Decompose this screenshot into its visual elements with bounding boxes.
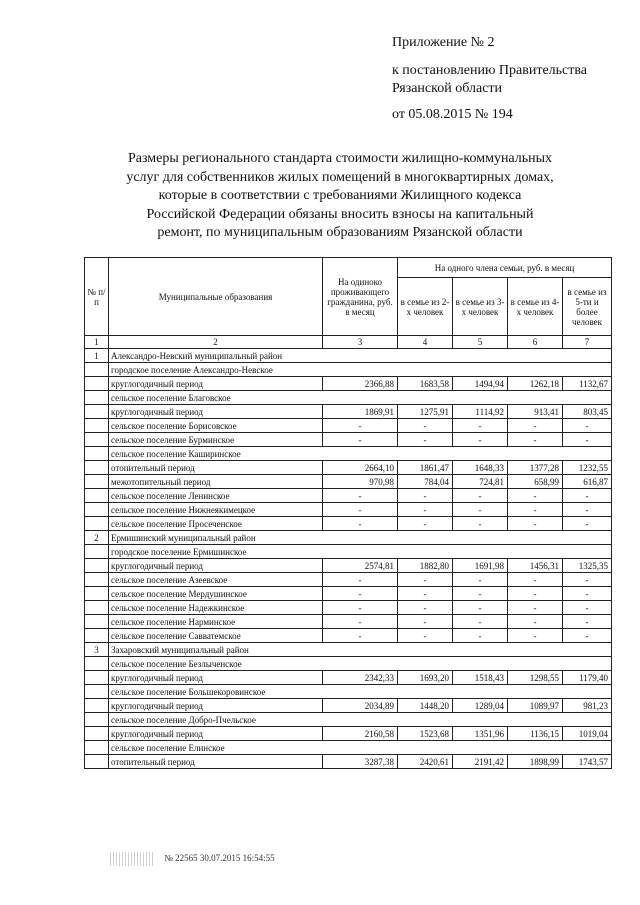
district-name: Александро-Невский муниципальный район — [109, 349, 612, 363]
value-cell: - — [508, 615, 563, 629]
num-cell — [85, 573, 109, 587]
table-row — [85, 727, 612, 741]
table-row — [85, 629, 612, 643]
settlement-name: городское поселение Александро-Невское — [109, 363, 612, 377]
value-cell: 1523,68 — [398, 727, 453, 741]
num-cell — [85, 713, 109, 727]
value-cell: - — [323, 615, 398, 629]
num-cell — [85, 461, 109, 475]
district-name: Захаровский муниципальный район — [109, 643, 612, 657]
header-single: На одиноко проживающего гражданина, руб. в месяц — [323, 258, 398, 336]
num-cell — [85, 601, 109, 615]
header-family-2: в семье из 2-х человек — [398, 278, 453, 336]
table-row — [85, 573, 612, 587]
barcode-stamp — [110, 852, 154, 866]
value-cell: - — [453, 517, 508, 531]
header-municipality: Муниципальные образования — [109, 258, 323, 336]
value-cell: - — [398, 615, 453, 629]
value-cell: - — [508, 629, 563, 643]
district-row — [85, 349, 612, 363]
value-cell: 2574,81 — [323, 559, 398, 573]
table-row — [85, 699, 612, 713]
value-cell: 1518,43 — [453, 671, 508, 685]
registration-number: № 22565 30.07.2015 16:54:55 — [164, 853, 275, 864]
num-cell — [85, 489, 109, 503]
value-cell: - — [508, 601, 563, 615]
row-label: круглогодичный период — [109, 377, 323, 391]
value-cell: 913,41 — [508, 405, 563, 419]
index-cell: 4 — [398, 336, 453, 349]
value-cell: - — [453, 433, 508, 447]
value-cell: - — [508, 517, 563, 531]
value-cell: 970,98 — [323, 475, 398, 489]
value-cell: - — [508, 503, 563, 517]
num-cell — [85, 475, 109, 489]
value-cell: 3287,38 — [323, 755, 398, 769]
settlement-name: городское поселение Ермишинское — [109, 545, 612, 559]
settlement-name: сельское поселение Большекоровинское — [109, 685, 612, 699]
district-name: Ермишинский муниципальный район — [109, 531, 612, 545]
value-cell: 1019,04 — [563, 727, 612, 741]
header-num: № п/п — [85, 258, 109, 336]
settlement-row — [85, 741, 612, 755]
settlement-row — [85, 447, 612, 461]
num-cell — [85, 363, 109, 377]
header-family-3: в семье из 3-х человек — [453, 278, 508, 336]
settlement-row — [85, 685, 612, 699]
table-row — [85, 559, 612, 573]
value-cell: 2191,42 — [453, 755, 508, 769]
row-label: сельское поселение Борисовское — [109, 419, 323, 433]
index-cell: 2 — [109, 336, 323, 349]
table-row — [85, 475, 612, 489]
value-cell: 803,45 — [563, 405, 612, 419]
row-label: сельское поселение Савватемское — [109, 629, 323, 643]
num-cell — [85, 391, 109, 405]
value-cell: 1869,91 — [323, 405, 398, 419]
num-cell — [85, 405, 109, 419]
value-cell: - — [453, 629, 508, 643]
value-cell: 2342,33 — [323, 671, 398, 685]
value-cell: - — [323, 601, 398, 615]
value-cell: - — [453, 587, 508, 601]
resolution-reference: к постановлению Правительства — [392, 63, 588, 78]
row-label: отопительный период — [109, 461, 323, 475]
value-cell: - — [563, 489, 612, 503]
num-cell — [85, 741, 109, 755]
value-cell: - — [398, 419, 453, 433]
settlement-row — [85, 657, 612, 671]
value-cell: - — [323, 629, 398, 643]
value-cell: - — [323, 419, 398, 433]
row-label: сельское поселение Ленинское — [109, 489, 323, 503]
value-cell: - — [508, 419, 563, 433]
value-cell: - — [563, 517, 612, 531]
value-cell: - — [453, 419, 508, 433]
value-cell: 1136,15 — [508, 727, 563, 741]
table-row — [85, 601, 612, 615]
value-cell: 1456,31 — [508, 559, 563, 573]
value-cell: 1377,28 — [508, 461, 563, 475]
table-row — [85, 377, 612, 391]
index-cell: 1 — [85, 336, 109, 349]
num-cell — [85, 559, 109, 573]
registration-stamp — [110, 852, 275, 866]
value-cell: - — [398, 573, 453, 587]
value-cell: - — [453, 503, 508, 517]
value-cell: - — [453, 573, 508, 587]
num-cell — [85, 545, 109, 559]
value-cell: - — [398, 587, 453, 601]
row-label: сельское поселение Просеченское — [109, 517, 323, 531]
value-cell: 616,87 — [563, 475, 612, 489]
value-cell: 1693,20 — [398, 671, 453, 685]
value-cell: 1351,96 — [453, 727, 508, 741]
value-cell: - — [453, 615, 508, 629]
row-label: отопительный период — [109, 755, 323, 769]
district-row — [85, 643, 612, 657]
value-cell: 1861,47 — [398, 461, 453, 475]
row-label: круглогодичный период — [109, 727, 323, 741]
value-cell: - — [508, 489, 563, 503]
table-row — [85, 503, 612, 517]
value-cell: 2160,58 — [323, 727, 398, 741]
value-cell: 1114,92 — [453, 405, 508, 419]
value-cell: - — [323, 587, 398, 601]
value-cell: - — [563, 629, 612, 643]
value-cell: 2366,88 — [323, 377, 398, 391]
value-cell: - — [398, 517, 453, 531]
table-row — [85, 419, 612, 433]
value-cell: - — [563, 503, 612, 517]
value-cell: - — [398, 489, 453, 503]
num-cell — [85, 685, 109, 699]
value-cell: 724,81 — [453, 475, 508, 489]
title-line: ремонт, по муниципальным образованиям Рязанской области — [157, 225, 523, 240]
num-cell — [85, 377, 109, 391]
num-cell — [85, 755, 109, 769]
row-label: круглогодичный период — [109, 671, 323, 685]
table-row — [85, 587, 612, 601]
value-cell: 981,23 — [563, 699, 612, 713]
district-number: 1 — [85, 349, 109, 363]
value-cell: 2420,61 — [398, 755, 453, 769]
row-label: сельское поселение Азеевское — [109, 573, 323, 587]
table-row — [85, 461, 612, 475]
value-cell: - — [563, 615, 612, 629]
row-label: сельское поселение Нарминское — [109, 615, 323, 629]
settlement-name: сельское поселение Елинское — [109, 741, 612, 755]
table-row — [85, 671, 612, 685]
table-row — [85, 755, 612, 769]
value-cell: 1683,58 — [398, 377, 453, 391]
value-cell: 1882,80 — [398, 559, 453, 573]
value-cell: 2664,10 — [323, 461, 398, 475]
settlement-name: сельское поселение Благовское — [109, 391, 612, 405]
num-cell — [85, 629, 109, 643]
value-cell: 658,99 — [508, 475, 563, 489]
value-cell: - — [323, 573, 398, 587]
row-label: сельское поселение Мердушинское — [109, 587, 323, 601]
table-row — [85, 405, 612, 419]
row-label: круглогодичный период — [109, 699, 323, 713]
district-row — [85, 531, 612, 545]
value-cell: - — [563, 601, 612, 615]
value-cell: - — [563, 573, 612, 587]
settlement-row — [85, 363, 612, 377]
standards-table — [84, 257, 612, 769]
value-cell: - — [323, 489, 398, 503]
settlement-row — [85, 391, 612, 405]
value-cell: - — [563, 433, 612, 447]
num-cell — [85, 615, 109, 629]
num-cell — [85, 671, 109, 685]
value-cell: 1298,55 — [508, 671, 563, 685]
document-title — [60, 150, 620, 243]
value-cell: 2034,89 — [323, 699, 398, 713]
value-cell: 1232,55 — [563, 461, 612, 475]
value-cell: - — [453, 489, 508, 503]
settlement-name: сельское поселение Безлыченское — [109, 657, 612, 671]
row-label: межотопительный период — [109, 475, 323, 489]
value-cell: - — [323, 517, 398, 531]
value-cell: 1494,94 — [453, 377, 508, 391]
value-cell: 1089,97 — [508, 699, 563, 713]
num-cell — [85, 699, 109, 713]
value-cell: - — [398, 629, 453, 643]
value-cell: 1262,18 — [508, 377, 563, 391]
value-cell: 1179,40 — [563, 671, 612, 685]
value-cell: - — [453, 601, 508, 615]
value-cell: 1448,20 — [398, 699, 453, 713]
num-cell — [85, 657, 109, 671]
num-cell — [85, 587, 109, 601]
settlement-name: сельское поселение Каширинское — [109, 447, 612, 461]
index-cell: 5 — [453, 336, 508, 349]
row-label: сельское поселение Надежкинское — [109, 601, 323, 615]
value-cell: - — [398, 503, 453, 517]
resolution-date: от 05.08.2015 № 194 — [392, 107, 513, 122]
value-cell: 1289,04 — [453, 699, 508, 713]
value-cell: - — [508, 573, 563, 587]
num-cell — [85, 727, 109, 741]
index-cell: 7 — [563, 336, 612, 349]
district-number: 2 — [85, 531, 109, 545]
header-per-member: На одного члена семьи, руб. в месяц — [398, 258, 612, 278]
settlement-row — [85, 545, 612, 559]
title-line: Российской Федерации обязаны вносить взносы на капитальный — [146, 206, 534, 222]
table-row — [85, 489, 612, 503]
value-cell: - — [323, 503, 398, 517]
row-label: круглогодичный период — [109, 405, 323, 419]
value-cell: 1691,98 — [453, 559, 508, 573]
title-line: Размеры регионального стандарта стоимости жилищно-коммунальных — [127, 151, 553, 166]
value-cell: - — [398, 601, 453, 615]
value-cell: - — [323, 433, 398, 447]
row-label: сельское поселение Нижнеякимецкое — [109, 503, 323, 517]
value-cell: - — [398, 433, 453, 447]
appendix-number: Приложение № 2 — [392, 35, 495, 50]
row-label: сельское поселение Бурминское — [109, 433, 323, 447]
standards-table-wrapper — [84, 257, 612, 769]
table-row — [85, 433, 612, 447]
district-number: 3 — [85, 643, 109, 657]
value-cell: - — [563, 587, 612, 601]
header-family-5: в семье из 5-ти и более человек — [563, 278, 612, 336]
value-cell: 1132,67 — [563, 377, 612, 391]
value-cell: - — [508, 433, 563, 447]
title-line: услуг для собственников жилых помещений в многоквартирных домах, — [126, 169, 554, 185]
value-cell: 1743,57 — [563, 755, 612, 769]
value-cell: - — [563, 419, 612, 433]
settlement-name: сельское поселение Добро-Пчельское — [109, 713, 612, 727]
row-label: круглогодичный период — [109, 559, 323, 573]
title-line: которые в соответствии с требованиями Жилищного кодекса — [158, 188, 522, 203]
region-name: Рязанской области — [392, 81, 503, 96]
settlement-row — [85, 713, 612, 727]
index-cell: 3 — [323, 336, 398, 349]
value-cell: 1648,33 — [453, 461, 508, 475]
value-cell: 1898,99 — [508, 755, 563, 769]
value-cell: - — [508, 587, 563, 601]
value-cell: 1275,91 — [398, 405, 453, 419]
value-cell: 1325,35 — [563, 559, 612, 573]
num-cell — [85, 447, 109, 461]
index-cell: 6 — [508, 336, 563, 349]
header-family-4: в семье из 4-х человек — [508, 278, 563, 336]
document-header — [392, 34, 632, 124]
num-cell — [85, 503, 109, 517]
num-cell — [85, 517, 109, 531]
table-body — [85, 349, 612, 769]
table-row — [85, 615, 612, 629]
num-cell — [85, 433, 109, 447]
value-cell: 784,04 — [398, 475, 453, 489]
table-row — [85, 517, 612, 531]
num-cell — [85, 419, 109, 433]
